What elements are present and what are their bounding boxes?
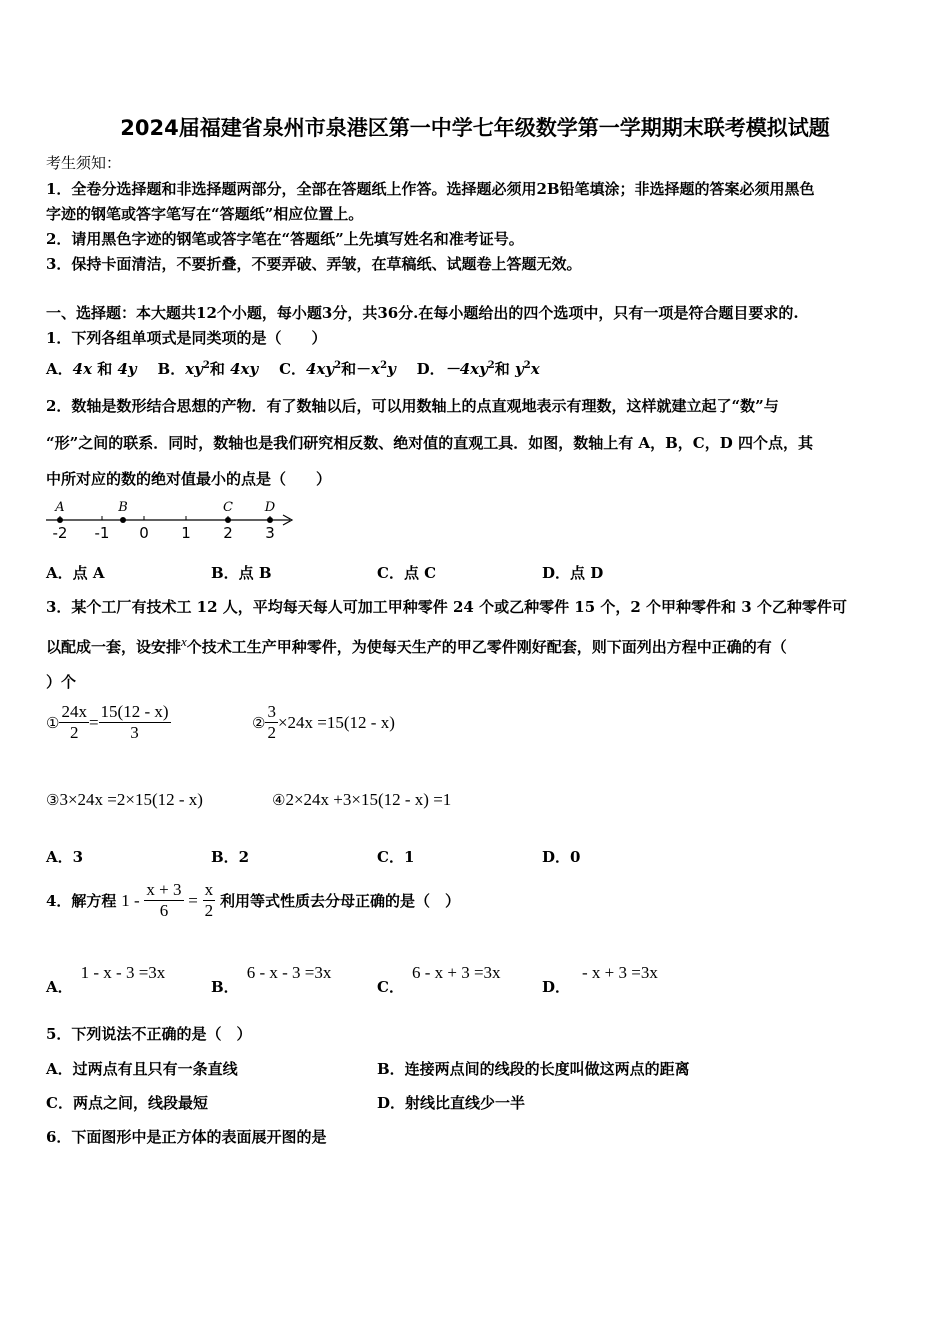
axis-point-label: A bbox=[55, 500, 65, 515]
axis-point-c bbox=[225, 517, 231, 523]
q3-line-2: 以配成一套，设安排$^x$个技术工生产甲种零件，为使每天生产的甲乙零件刚好配套，则下面列出方程中正确的有（ bbox=[46, 634, 787, 656]
axis-point-b bbox=[120, 517, 126, 523]
q3-equation-1: ① $\frac{24x}{2}$ = $\frac{15(12 - x)}{3}$ bbox=[46, 702, 169, 742]
axis-tick-label: 0 bbox=[139, 524, 149, 542]
section-heading: 一、选择题：本大题共12个小题，每小题3分，共36分.在每小题给出的四个选项中，只有一项是符合题目要求的. bbox=[46, 304, 799, 322]
notice-item-2: 2．请用黑色字迹的钢笔或答字笔在“答题纸”上先填写姓名和准考证号。 bbox=[46, 230, 524, 248]
q1-option-d[interactable]: D．$-4xy^2$和 $y^2x$ bbox=[416, 360, 540, 378]
q5-option-a[interactable]: A．过两点有且只有一条直线 bbox=[46, 1060, 238, 1078]
notice-item-1b: 字迹的钢笔或答字笔写在“答题纸”相应位置上。 bbox=[46, 205, 364, 223]
q3-line-3: ）个 bbox=[46, 673, 77, 691]
q5-option-b[interactable]: B．连接两点间的线段的长度叫做这两点的距离 bbox=[377, 1060, 690, 1078]
q3-option-a[interactable]: A．3 bbox=[46, 848, 84, 866]
axis-tick-label: -1 bbox=[94, 524, 110, 542]
notice-item-1a: 1．全卷分选择题和非选择题两部分，全部在答题纸上作答。选择题必须用2B铅笔填涂；非选择题的答案必须用黑色 bbox=[46, 180, 815, 198]
q2-option-b[interactable]: B．点 B bbox=[211, 564, 272, 582]
q3-option-b[interactable]: B．2 bbox=[211, 848, 250, 866]
q2-line-3: 中所对应的数的绝对值最小的点是（ ） bbox=[46, 470, 332, 488]
q3-option-d[interactable]: D．0 bbox=[542, 848, 581, 866]
q4-stem: 4．解方程 1 - $\frac{x + 3}{6}$ = $\frac{x}{2}$ 利用等式性质去分母正确的是（ ） bbox=[46, 880, 460, 920]
axis-point-label: C bbox=[223, 500, 233, 515]
q1-options bbox=[46, 358, 540, 379]
q3-equation-3: ③3×24x =2×15(12 - x) bbox=[46, 790, 203, 809]
axis-tick-label: -2 bbox=[52, 524, 68, 542]
q2-option-d[interactable]: D．点 D bbox=[542, 564, 604, 582]
q6-stem: 6．下面图形中是正方体的表面展开图的是 bbox=[46, 1128, 327, 1146]
q1-option-c[interactable]: C．$4xy^2$和$-x^2y$ bbox=[279, 360, 396, 378]
axis-point-a bbox=[57, 517, 63, 523]
axis-tick-label: 3 bbox=[265, 524, 275, 542]
q5-stem: 5．下列说法不正确的是（ ） bbox=[46, 1025, 252, 1043]
q2-option-a[interactable]: A．点 A bbox=[46, 564, 105, 582]
q3-equation-2: ② $\frac{3}{2}$ ×24x =15(12 - x) bbox=[252, 702, 395, 742]
q4-option-d[interactable]: D．- x + 3 =3x bbox=[542, 963, 658, 996]
q3-line-1: 3．某个工厂有技术工 12 人，平均每天每人可加工甲种零件 24 个或乙种零件 15 个，2 个甲种零件和 3 个乙种零件可 bbox=[46, 598, 847, 616]
page-title: 2024届福建省泉州市泉港区第一中学七年级数学第一学期期末联考模拟试题 bbox=[120, 116, 830, 140]
q3-equation-4: ④2×24x +3×15(12 - x) =1 bbox=[272, 790, 452, 809]
axis-point-label: B bbox=[118, 500, 128, 515]
q3-option-c[interactable]: C．1 bbox=[377, 848, 415, 866]
q4-option-c[interactable]: C．6 - x + 3 =3x bbox=[377, 963, 501, 996]
q1-stem: 1．下列各组单项式是同类项的是（ ） bbox=[46, 329, 327, 347]
q4-option-a[interactable]: A．1 - x - 3 =3x bbox=[46, 963, 166, 996]
axis-tick-label: 1 bbox=[181, 524, 191, 542]
number-line-figure bbox=[40, 494, 300, 544]
axis-tick-label: 2 bbox=[223, 524, 233, 542]
q1-option-a[interactable]: A．4x 和 4y bbox=[46, 360, 137, 378]
axis-point-d bbox=[267, 517, 273, 523]
notice-item-3: 3．保持卡面清洁，不要折叠，不要弄破、弄皱，在草稿纸、试题卷上答题无效。 bbox=[46, 255, 582, 273]
q4-option-b[interactable]: B．6 - x - 3 =3x bbox=[211, 963, 332, 996]
q5-option-d[interactable]: D．射线比直线少一半 bbox=[377, 1094, 526, 1112]
q2-line-2: “形”之间的联系．同时，数轴也是我们研究相反数、绝对值的直观工具．如图，数轴上有 A，B，C，D 四个点，其 bbox=[46, 434, 813, 452]
axis-point-label: D bbox=[264, 500, 276, 515]
notice-heading: 考生须知： bbox=[46, 154, 122, 172]
q2-option-c[interactable]: C．点 C bbox=[377, 564, 437, 582]
q5-option-c[interactable]: C．两点之间，线段最短 bbox=[46, 1094, 208, 1112]
q2-line-1: 2．数轴是数形结合思想的产物．有了数轴以后，可以用数轴上的点直观地表示有理数，这样就建立起了“数”与 bbox=[46, 397, 779, 415]
q1-option-b[interactable]: B．$xy^2$和 4xy bbox=[157, 360, 259, 378]
